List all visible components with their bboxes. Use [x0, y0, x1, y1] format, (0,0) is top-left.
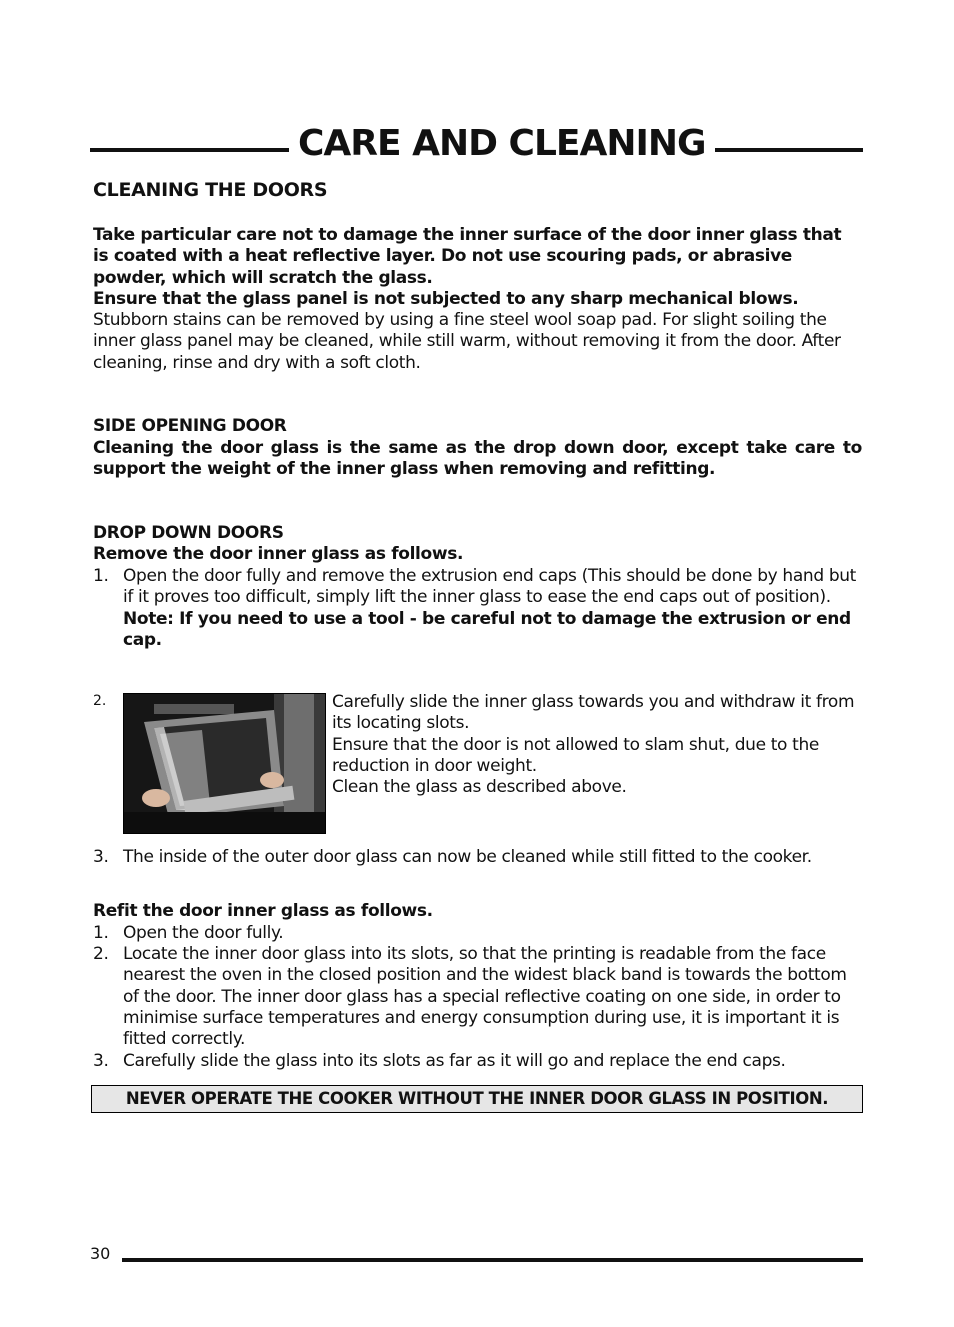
drop-down-heading: DROP DOWN DOORS: [93, 523, 284, 543]
step-2-line: Carefully slide the inner glass towards you and withdraw it from its locating slots.: [332, 692, 855, 734]
glass-warning: Take particular care not to damage the inner surface of the door inner glass that is coated with a heat reflective layer. Do not use scouring pads, or abrasive powder, which will scratch the glass.: [93, 225, 842, 288]
step-text: [123, 566, 862, 651]
step-number: 3.: [93, 847, 109, 867]
step-2-line: Ensure that the door is not allowed to slam shut, due to the reduction in door weight.: [332, 734, 820, 776]
oven-door-illustration: [124, 694, 325, 833]
step-number: 1.: [93, 566, 109, 586]
section-heading: CLEANING THE DOORS: [93, 179, 328, 201]
step-text: The inside of the outer door glass can now be cleaned while still fitted to the cooker.: [123, 847, 812, 867]
remove-step-3: [93, 847, 862, 868]
step-number: 1.: [93, 923, 109, 943]
remove-step-1: [93, 566, 862, 651]
title-rule-right: [715, 148, 863, 152]
title-bar: [90, 118, 863, 168]
oven-door-photo: [123, 693, 326, 834]
refit-step-3: [93, 1051, 862, 1072]
page-number: 30: [90, 1244, 111, 1263]
remove-subheading: Remove the door inner glass as follows.: [93, 544, 464, 564]
step-2-text: [332, 692, 862, 798]
step-text: Carefully slide the glass into its slots as far as it will go and replace the end caps.: [123, 1051, 786, 1071]
step-2-number: 2.: [93, 693, 107, 709]
step-number: 2.: [93, 944, 109, 964]
step-text: Locate the inner door glass into its slots, so that the printing is readable from the face nearest the oven in the closed position and the widest black band is towards the bottom of the door. The inner door glass has a special reflective coating on one side, in order to minimise surface temperatures and energy consumption during use, it is important it is fitted correctly.: [123, 944, 847, 1050]
title-rule-left: [90, 148, 289, 152]
safety-warning-box: NEVER OPERATE THE COOKER WITHOUT THE INNER DOOR GLASS IN POSITION.: [91, 1085, 863, 1113]
cleaning-intro: Stubborn stains can be removed by using a fine steel wool soap pad. For slight soiling the inner glass panel may be cleaned, while still warm, without removing it from the door. After cleaning, rinse and dry with a soft cloth.: [93, 310, 841, 373]
blows-warning: Ensure that the glass panel is not subjected to any sharp mechanical blows.: [93, 289, 799, 309]
side-opening-text: Cleaning the door glass is the same as the drop down door, except take care to support the weight of the inner glass when removing and refitting.: [93, 438, 862, 480]
step-text: Open the door fully.: [123, 923, 284, 943]
footer-rule: [122, 1258, 863, 1262]
refit-step-1: [93, 923, 862, 944]
step-number: 3.: [93, 1051, 109, 1071]
page-title: CARE AND CLEANING: [298, 122, 706, 164]
step-1-text: Open the door fully and remove the extrusion end caps (This should be done by hand but if it proves too difficult, simply lift the inner glass to ease the end caps out of position).: [123, 566, 856, 608]
step-2-line: Clean the glass as described above.: [332, 777, 627, 798]
refit-step-2: [93, 944, 862, 1050]
side-opening-heading: SIDE OPENING DOOR: [93, 416, 287, 436]
step-1-note: Note: If you need to use a tool - be careful not to damage the extrusion or end cap.: [123, 608, 851, 650]
refit-heading: Refit the door inner glass as follows.: [93, 901, 433, 921]
